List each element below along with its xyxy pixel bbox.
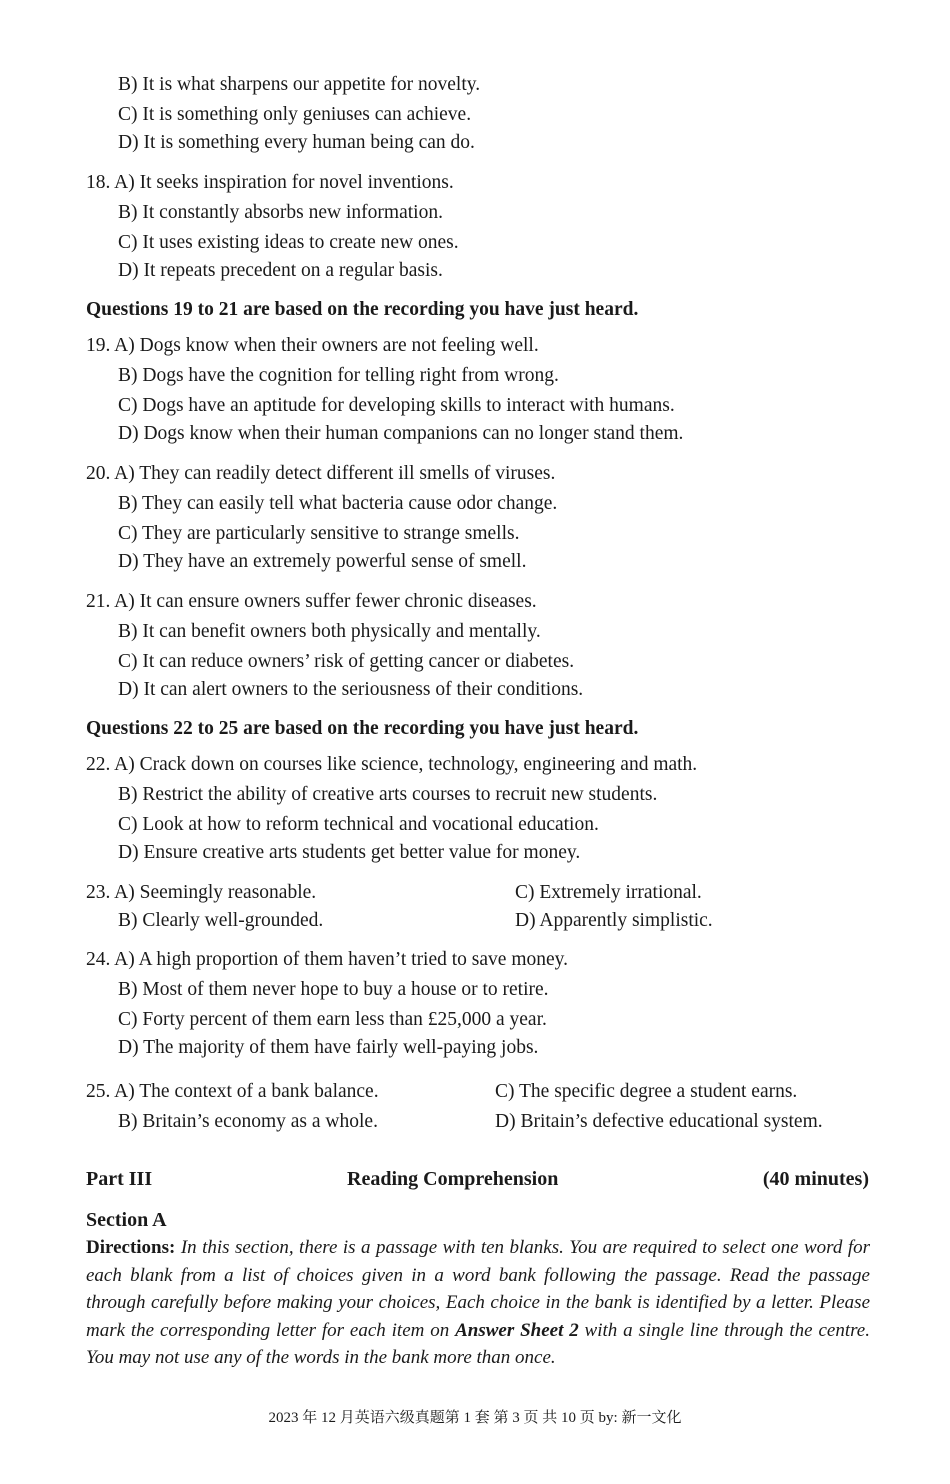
- q22-option-b: B) Restrict the ability of creative arts courses to recruit new students.: [118, 784, 658, 805]
- page-footer: 2023 年 12 月英语六级真题第 1 套 第 3 页 共 10 页 by: 新一文化: [268, 1410, 682, 1426]
- directions-text-1: In this section, there is a passage with ten blanks. You are required to select one word for each blank from a list of choices given in a word bank following the passage. Read the passage through carefully before making your choices, Each choice in the bank is identified by a letter. Please mark the corresponding letter for each item on: [86, 1237, 870, 1341]
- q18-option-c: C) It uses existing ideas to create new ones.: [118, 232, 459, 253]
- q19-option-b: B) Dogs have the cognition for telling right from wrong.: [118, 365, 559, 386]
- q17-option-d: D) It is something every human being can do.: [118, 132, 475, 153]
- q23-option-d: D) Apparently simplistic.: [515, 910, 713, 931]
- q22-option-c: C) Look at how to reform technical and vocational education.: [118, 814, 599, 835]
- q23-option-c: C) Extremely irrational.: [515, 882, 702, 903]
- answer-sheet-ref: Answer Sheet 2: [455, 1319, 579, 1341]
- q18-option-d: D) It repeats precedent on a regular basis.: [118, 260, 443, 281]
- directions-label: Directions:: [86, 1237, 176, 1258]
- q21-option-d: D) It can alert owners to the seriousness of their conditions.: [118, 679, 584, 700]
- q25-option-d: D) Britain’s defective educational system.: [495, 1111, 823, 1132]
- part-label: Part III: [86, 1168, 153, 1190]
- section-a-heading: Section A: [86, 1209, 167, 1231]
- q21-option-a: 21. A) It can ensure owners suffer fewer chronic diseases.: [86, 591, 537, 612]
- q19-option-c: C) Dogs have an aptitude for developing skills to interact with humans.: [118, 395, 675, 416]
- q21-option-c: C) It can reduce owners’ risk of getting cancer or diabetes.: [118, 651, 575, 672]
- q23-option-a: 23. A) Seemingly reasonable.: [86, 882, 317, 903]
- q20-option-c: C) They are particularly sensitive to strange smells.: [118, 523, 520, 544]
- q17-option-b: B) It is what sharpens our appetite for novelty.: [118, 74, 481, 95]
- part-time: (40 minutes): [762, 1168, 869, 1190]
- q25-option-b: B) Britain’s economy as a whole.: [118, 1111, 378, 1132]
- directions-paragraph: [86, 1234, 870, 1372]
- q20-option-a: 20. A) They can readily detect different ill smells of viruses.: [86, 463, 556, 484]
- q24-option-c: C) Forty percent of them earn less than £25,000 a year.: [118, 1009, 547, 1030]
- q25-option-a: 25. A) The context of a bank balance.: [86, 1081, 379, 1102]
- directions-text-2: with a single line through the centre. You may not use any of the words in the bank more than once.: [86, 1319, 870, 1369]
- q19-option-a: 19. A) Dogs know when their owners are not feeling well.: [86, 335, 539, 356]
- q21-option-b: B) It can benefit owners both physically and mentally.: [118, 621, 541, 642]
- q24-option-b: B) Most of them never hope to buy a house or to retire.: [118, 979, 549, 1000]
- q17-option-c: C) It is something only geniuses can achieve.: [118, 104, 472, 125]
- q24-option-a: 24. A) A high proportion of them haven’t tried to save money.: [86, 949, 569, 970]
- heading-questions-22-25: Questions 22 to 25 are based on the recording you have just heard.: [86, 718, 639, 739]
- part-title: Reading Comprehension: [347, 1168, 559, 1190]
- q18-option-a: 18. A) It seeks inspiration for novel inventions.: [86, 172, 454, 193]
- q22-option-a: 22. A) Crack down on courses like science, technology, engineering and math.: [86, 754, 698, 775]
- q20-option-b: B) They can easily tell what bacteria cause odor change.: [118, 493, 558, 514]
- q19-option-d: D) Dogs know when their human companions can no longer stand them.: [118, 423, 684, 444]
- q20-option-d: D) They have an extremely powerful sense of smell.: [118, 551, 527, 572]
- heading-questions-19-21: Questions 19 to 21 are based on the recording you have just heard.: [86, 299, 639, 320]
- q22-option-d: D) Ensure creative arts students get better value for money.: [118, 842, 581, 863]
- q23-option-b: B) Clearly well-grounded.: [118, 910, 324, 931]
- q18-option-b: B) It constantly absorbs new information.: [118, 202, 443, 223]
- q24-option-d: D) The majority of them have fairly well-paying jobs.: [118, 1037, 539, 1058]
- q25-option-c: C) The specific degree a student earns.: [495, 1081, 798, 1102]
